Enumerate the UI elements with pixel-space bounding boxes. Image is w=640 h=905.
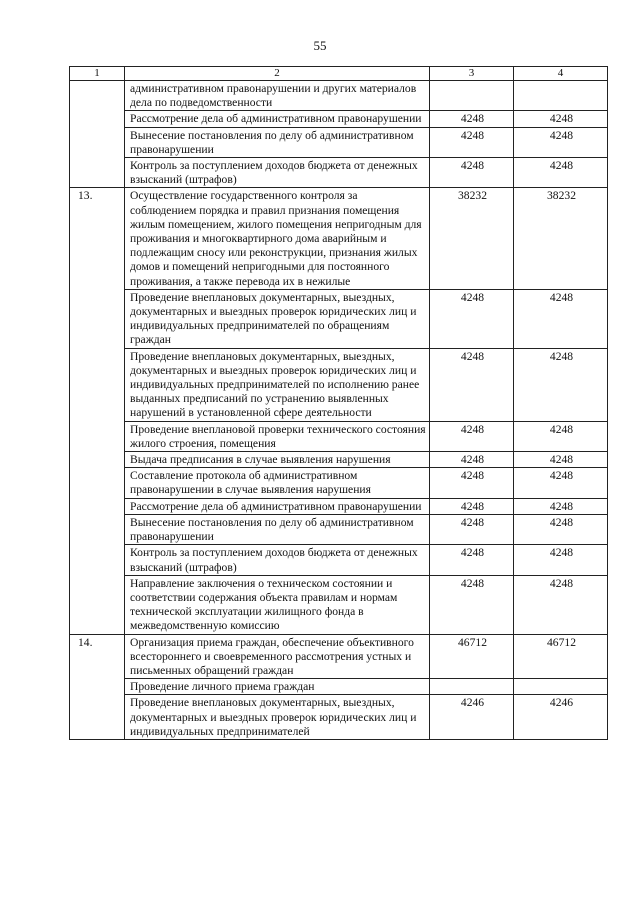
description-cell: административном правонарушении и других материалов дела по подведомственности: [125, 81, 430, 111]
row-number-cell: 14.: [70, 634, 125, 679]
description-cell: Составление протокола об административном правонарушении в случае выявления нарушения: [125, 468, 430, 498]
table-row: [70, 634, 608, 679]
row-number-cell: [70, 575, 125, 634]
table-row: [70, 575, 608, 634]
value-cell-col3: 4248: [430, 158, 514, 188]
value-cell-col3: 4248: [430, 468, 514, 498]
value-cell-col3: 4246: [430, 695, 514, 740]
description-cell: Проведение внеплановой проверки технического состояния жилого строения, помещения: [125, 421, 430, 451]
header-cell-3: 3: [430, 67, 514, 81]
value-cell-col4: [514, 679, 608, 695]
description-cell: Контроль за поступлением доходов бюджета от денежных взысканий (штрафов): [125, 545, 430, 575]
value-cell-col4: 4248: [514, 514, 608, 544]
value-cell-col4: 46712: [514, 634, 608, 679]
table-row: [70, 127, 608, 157]
value-cell-col3: 4248: [430, 452, 514, 468]
row-number-cell: [70, 81, 125, 111]
description-cell: Вынесение постановления по делу об административном правонарушении: [125, 514, 430, 544]
description-cell: Выдача предписания в случае выявления нарушения: [125, 452, 430, 468]
data-table: [69, 66, 608, 740]
header-cell-1: 1: [70, 67, 125, 81]
value-cell-col3: [430, 679, 514, 695]
value-cell-col3: 4248: [430, 421, 514, 451]
row-number-cell: [70, 127, 125, 157]
description-cell: Контроль за поступлением доходов бюджета от денежных взысканий (штрафов): [125, 158, 430, 188]
description-cell: Проведение внеплановых документарных, выездных, документарных и выездных проверок юридических лиц и индивидуальных предпринимателей по обращениям граждан: [125, 289, 430, 348]
table-header-row: [70, 67, 608, 81]
description-cell: Проведение внеплановых документарных, выездных, документарных и выездных проверок юридических лиц и индивидуальных предпринимателей: [125, 695, 430, 740]
description-cell: Проведение внеплановых документарных, выездных, документарных и выездных проверок юридических лиц и индивидуальных предпринимателей по исполнению ранее выданных предписаний по устранению выявленных нарушений в установленной сфере деятельности: [125, 348, 430, 421]
table-row: [70, 679, 608, 695]
value-cell-col3: 4248: [430, 514, 514, 544]
description-cell: Организация приема граждан, обеспечение объективного всестороннего и своевременного рассмотрения устных и письменных обращений граждан: [125, 634, 430, 679]
description-cell: Осуществление государственного контроля за соблюдением порядка и правил признания помещения жилым помещением, жилого помещения непригодным для проживания и многоквартирного дома аварийным и подлежащим сносу или реконструкции, признания жилых домов и помещений непригодными для постоянного проживания, а также перевода их в нежилые: [125, 188, 430, 289]
table-row: [70, 498, 608, 514]
description-cell: Рассмотрение дела об административном правонарушении: [125, 498, 430, 514]
row-number-cell: [70, 695, 125, 740]
value-cell-col3: 4248: [430, 498, 514, 514]
table-body: [70, 67, 608, 740]
value-cell-col4: 4248: [514, 498, 608, 514]
value-cell-col3: 4248: [430, 289, 514, 348]
table-row: [70, 468, 608, 498]
row-number-cell: [70, 158, 125, 188]
table-row: [70, 81, 608, 111]
value-cell-col4: 4248: [514, 111, 608, 127]
table-row: [70, 158, 608, 188]
row-number-cell: [70, 421, 125, 451]
value-cell-col3: [430, 81, 514, 111]
table-row: [70, 452, 608, 468]
value-cell-col4: 4248: [514, 421, 608, 451]
header-cell-2: 2: [125, 67, 430, 81]
value-cell-col4: 38232: [514, 188, 608, 289]
row-number-cell: [70, 679, 125, 695]
row-number-cell: [70, 545, 125, 575]
value-cell-col4: 4248: [514, 545, 608, 575]
row-number-cell: [70, 452, 125, 468]
table-row: [70, 421, 608, 451]
table-row: [70, 111, 608, 127]
value-cell-col3: 4248: [430, 111, 514, 127]
description-cell: Рассмотрение дела об административном правонарушении: [125, 111, 430, 127]
row-number-cell: 13.: [70, 188, 125, 289]
table-row: [70, 188, 608, 289]
value-cell-col4: 4248: [514, 289, 608, 348]
row-number-cell: [70, 468, 125, 498]
value-cell-col3: 38232: [430, 188, 514, 289]
page-number: 55: [313, 38, 327, 53]
value-cell-col4: 4248: [514, 575, 608, 634]
value-cell-col4: 4246: [514, 695, 608, 740]
description-cell: Проведение личного приема граждан: [125, 679, 430, 695]
value-cell-col3: 4248: [430, 127, 514, 157]
value-cell-col3: 4248: [430, 545, 514, 575]
header-cell-4: 4: [514, 67, 608, 81]
value-cell-col3: 4248: [430, 575, 514, 634]
row-number-cell: [70, 498, 125, 514]
value-cell-col4: 4248: [514, 158, 608, 188]
value-cell-col3: 46712: [430, 634, 514, 679]
table-row: [70, 289, 608, 348]
description-cell: Вынесение постановления по делу об административном правонарушении: [125, 127, 430, 157]
value-cell-col3: 4248: [430, 348, 514, 421]
row-number-cell: [70, 111, 125, 127]
value-cell-col4: 4248: [514, 468, 608, 498]
row-number-cell: [70, 289, 125, 348]
value-cell-col4: 4248: [514, 127, 608, 157]
table-row: [70, 348, 608, 421]
row-number-cell: [70, 514, 125, 544]
table-row: [70, 545, 608, 575]
row-number-cell: [70, 348, 125, 421]
description-cell: Направление заключения о техническом состоянии и соответствии содержания объекта правилам и нормам технической эксплуатации жилищного фонда в межведомственную комиссию: [125, 575, 430, 634]
table-row: [70, 514, 608, 544]
value-cell-col4: 4248: [514, 452, 608, 468]
value-cell-col4: [514, 81, 608, 111]
table-row: [70, 695, 608, 740]
value-cell-col4: 4248: [514, 348, 608, 421]
